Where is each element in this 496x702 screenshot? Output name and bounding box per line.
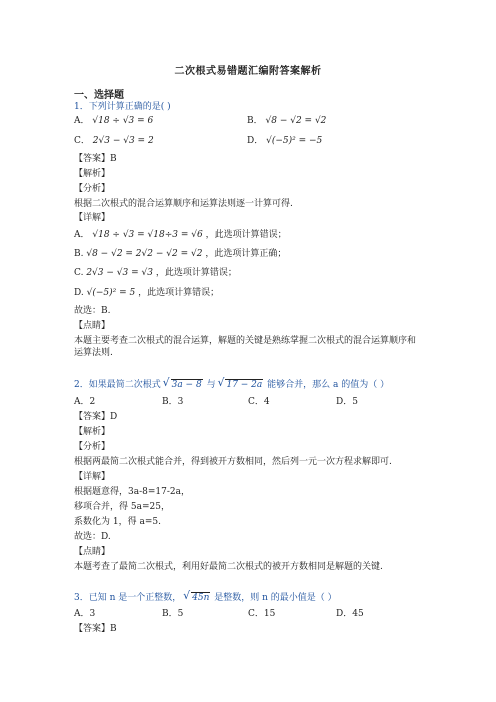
- q3-option-a: A．3: [74, 609, 96, 619]
- detail-math: 2√3 − √3 = √3: [86, 268, 153, 278]
- q1-fenxi: 【分析】: [74, 184, 111, 194]
- detail-label: A．: [74, 230, 90, 240]
- stem-text: 3．已知 n 是一个正整数，: [74, 593, 182, 603]
- q1-detail-d: [74, 287, 219, 299]
- stem-text: 能够合并，那么 a 的值为（ ）: [267, 380, 390, 390]
- q3-option-d: D．45: [336, 609, 364, 619]
- stem-text: 与: [206, 380, 216, 390]
- q2-guxuan: 故选：D.: [74, 532, 111, 542]
- q2-fenxi-text: 根据两最简二次根式能合并，得到被开方数相同，然后列一元一次方程求解即可.: [74, 457, 392, 467]
- q1-option-d: [247, 135, 322, 147]
- option-math: 2√3 − √3 = 2: [92, 136, 154, 146]
- q2-jiexi: 【解析】: [74, 427, 111, 437]
- q1-detail-c: [74, 267, 237, 279]
- q2-stem: [74, 379, 389, 391]
- sqrt-expr: [218, 379, 263, 391]
- option-label: A．: [74, 116, 90, 126]
- q2-dianjing-text: 本题考查了最简二次根式，利用好最简二次根式的被开方数相同是解题的关键.: [74, 562, 383, 572]
- q1-option-a: [74, 115, 153, 127]
- q2-detail-2: 移项合并，得 5a=25，: [74, 502, 170, 512]
- q1-dianjing-text: 本题主要考查二次根式的混合运算，解题的关键是熟练掌握二次根式的混合运算顺序和运算法则.: [74, 336, 417, 358]
- q1-option-c: [74, 135, 154, 147]
- q2-xiangjie: 【详解】: [74, 472, 111, 482]
- q1-stem: 1．下列计算正确的是( ): [74, 102, 171, 112]
- q1-detail-b: [74, 248, 286, 260]
- detail-label: B.: [74, 249, 84, 259]
- detail-math: √18 ÷ √3 = √18÷3 = √6: [92, 230, 203, 240]
- document-title: 二次根式易错题汇编附答案解析: [174, 66, 322, 77]
- q3-option-b: B．5: [162, 609, 184, 619]
- radicand: 3a − 8: [171, 380, 202, 390]
- option-math: √18 ÷ √3 = 6: [92, 116, 154, 126]
- q2-option-b: B．3: [162, 397, 184, 407]
- detail-text: ，此选项计算错误；: [155, 268, 237, 278]
- option-math: √(−5)² = −5: [266, 136, 323, 146]
- sqrt-expr: [184, 592, 210, 604]
- option-math: √8 − √2 = √2: [265, 116, 327, 126]
- option-label: D．: [247, 136, 264, 146]
- detail-math: √(−5)² = 5: [86, 288, 136, 298]
- q1-option-b: [247, 115, 326, 127]
- sqrt-expr: [164, 379, 203, 391]
- q2-option-d: D．5: [336, 397, 358, 407]
- detail-label: C.: [74, 268, 84, 278]
- q3-option-c: C．15: [248, 609, 276, 619]
- q2-dianjing: 【点睛】: [74, 547, 111, 557]
- stem-text: 2．如果最简二次根式: [74, 380, 161, 390]
- q1-dianjing: 【点睛】: [74, 321, 111, 331]
- q2-detail-3: 系数化为 1，得 a=5.: [74, 517, 161, 527]
- q1-jiexi: 【解析】: [74, 169, 111, 179]
- section-heading: 一、选择题: [74, 90, 124, 101]
- option-label: C．: [74, 136, 90, 146]
- radicand: 17 − 2a: [226, 380, 263, 390]
- q2-option-a: A．2: [74, 397, 96, 407]
- detail-label: D.: [74, 288, 84, 298]
- q2-fenxi: 【分析】: [74, 442, 111, 452]
- q1-xiangjie: 【详解】: [74, 213, 111, 223]
- q1-answer: 【答案】B: [74, 154, 117, 164]
- detail-text: ，此选项计算错误；: [205, 230, 287, 240]
- option-label: B．: [247, 116, 263, 126]
- q2-answer: 【答案】D: [74, 412, 118, 422]
- radicand: 45n: [192, 593, 210, 603]
- detail-text: ，此选项计算正确；: [205, 249, 287, 259]
- q2-detail-1: 根据题意得，3a-8=17-2a，: [74, 487, 190, 497]
- detail-text: ，此选项计算错误；: [138, 288, 220, 298]
- detail-math: √8 − √2 = 2√2 − √2 = √2: [86, 249, 203, 259]
- q1-fenxi-text: 根据二次根式的混合运算顺序和运算法则逐一计算可得.: [74, 199, 293, 209]
- q3-stem: [74, 592, 337, 604]
- q2-option-c: C．4: [248, 397, 270, 407]
- q1-detail-a: [74, 229, 287, 241]
- q3-answer: 【答案】B: [74, 624, 117, 634]
- q1-guxuan: 故选：B.: [74, 306, 111, 316]
- stem-text: 是整数，则 n 的最小值是（ ）: [214, 593, 337, 603]
